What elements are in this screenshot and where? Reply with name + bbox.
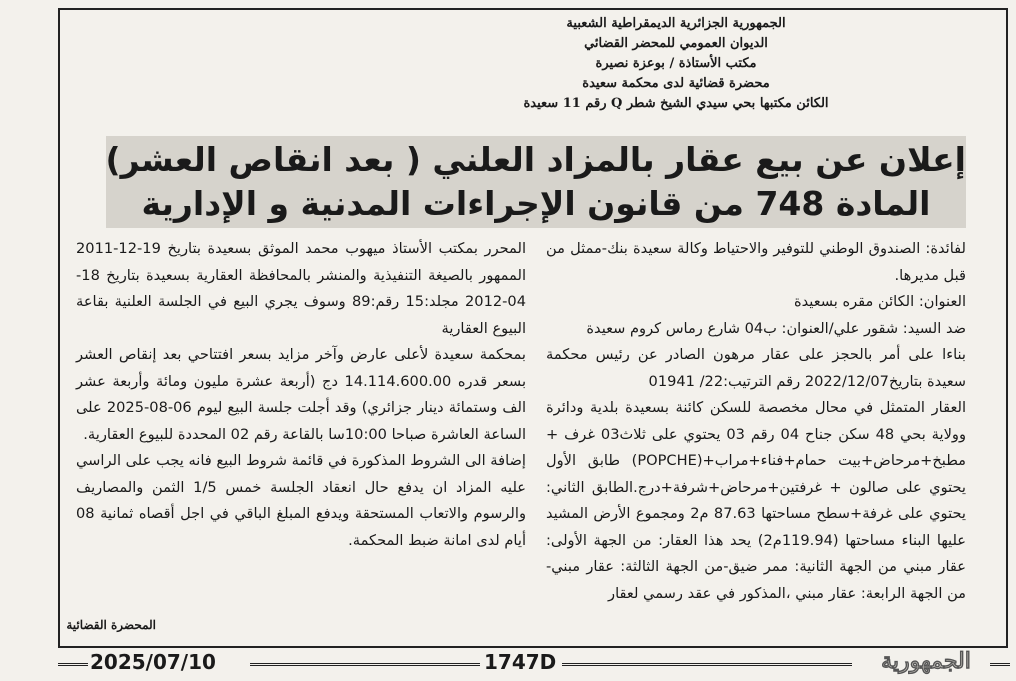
paragraph-against: ضد السيد: شقور علي/العنوان: ب04 شارع رماس كروم سعيدة xyxy=(586,319,966,337)
footer-rule xyxy=(250,663,480,666)
paragraph-price: بمحكمة سعيدة لأعلى عارض وآخر مزايد بسعر افتتاحي بعد إنقاص العشر بسعر قدره 14.114.600.00 دج (أربعة عشرة مليون ومائة وأربعة عشر الف وستمائة دينار جزائري) وقد أجلت جلسة البيع ليوم 06-08-2025 على الساعة العاشرة صباحا 10:00سا بالقاعة رقم 02 المحددة للبيوع العقارية. xyxy=(76,346,527,443)
title-line-2: المادة 748 من قانون الإجراءات المدنية و الإدارية xyxy=(141,184,931,223)
header-line: الديوان العمومي للمحضر القضائي xyxy=(584,36,768,51)
signature: المحضرة القضائية xyxy=(66,618,156,632)
footer-date: 2025/07/10 xyxy=(90,650,216,674)
footer-rule xyxy=(562,663,852,666)
header-line: الكائن مكتبها بحي سيدي الشيخ شطر Q رقم 11 سعيدة xyxy=(523,96,829,111)
footer-rule xyxy=(58,663,88,666)
body-column-right xyxy=(546,236,966,607)
office-header xyxy=(416,14,936,114)
header-line: الجمهورية الجزائرية الديمقراطية الشعبية xyxy=(566,16,786,31)
newspaper-logo: الجمهورية xyxy=(881,648,971,674)
header-line: محضرة قضائية لدى محكمة سعيدة xyxy=(582,76,770,91)
paragraph-deed: المحرر بمكتب الأستاذ ميهوب محمد الموثق بسعيدة بتاريخ 19-12-2011 الممهور بالصيغة التنفيذية والمنشر بالمحافظة العقارية بسعيدة بتاريخ 18-04-2012 مجلد:15 رقم:89 وسوف يجري البيع في الجلسة العلنية بقاعة البيوع العقارية xyxy=(76,240,526,337)
title-line-1: إعلان عن بيع عقار بالمزاد العلني ( بعد انقاص العشر) xyxy=(105,140,966,179)
footer-rule xyxy=(990,663,1010,666)
announcement-title xyxy=(106,138,966,226)
paragraph-property: العقار المتمثل في محال مخصصة للسكن كائنة بسعيدة بلدية ودائرة وولاية بحي 48 سكن جناح 04 رقم 03 يحتوي على ثلاث03 غرف + مطبخ+مرحاض+بيت حمام+فناء+مراب+(POPCHE) طابق الأول يحتوي على صالون + غرفتين+مرحاض+شرفة+درج.الطابق الثاني: يحتوي على غرفة+سطح مساحتها 87.63 م2 ومجموع الأرض المشيد عليها البناء مساحتها (119.94م2) يحد هذا العقار: من الجهة الأولى: عقار مبني من الجهة الثانية: ممر ضيق-من الجهة الثالثة: عقار مبني-من الجهة الرابعة: عقار مبني ،المذكور في عقد رسمي لعقار xyxy=(546,399,967,602)
paragraph-address: العنوان: الكائن مقره بسعيدة xyxy=(794,293,966,310)
footer-issue-number: 1747D xyxy=(484,650,557,674)
header-line: مكتب الأستاذة / بوعزة نصيرة xyxy=(595,56,757,71)
paragraph-order: بناءا على أمر بالحجز على عقار مرهون الصادر عن رئيس محكمة سعيدة بتاريخ2022/12/07 رقم الترتيب:22/ 01941 xyxy=(546,346,966,390)
body-column-left xyxy=(76,236,526,554)
paragraph-beneficiary: لفائدة: الصندوق الوطني للتوفير والاحتياط وكالة سعيدة بنك-ممثل من قبل مديرها. xyxy=(546,240,966,284)
paragraph-conditions: إضافة الى الشروط المذكورة في قائمة شروط البيع فانه يجب على الراسي عليه المزاد ان يدفع حال انعقاد الجلسة خمس 1/5 الثمن والمصاريف والرسوم والاتعاب المستحقة ويدفع المبلغ الباقي في اجل أقصاه ثمانية 08 أيام لدى امانة ضبط المحكمة. xyxy=(76,452,526,549)
